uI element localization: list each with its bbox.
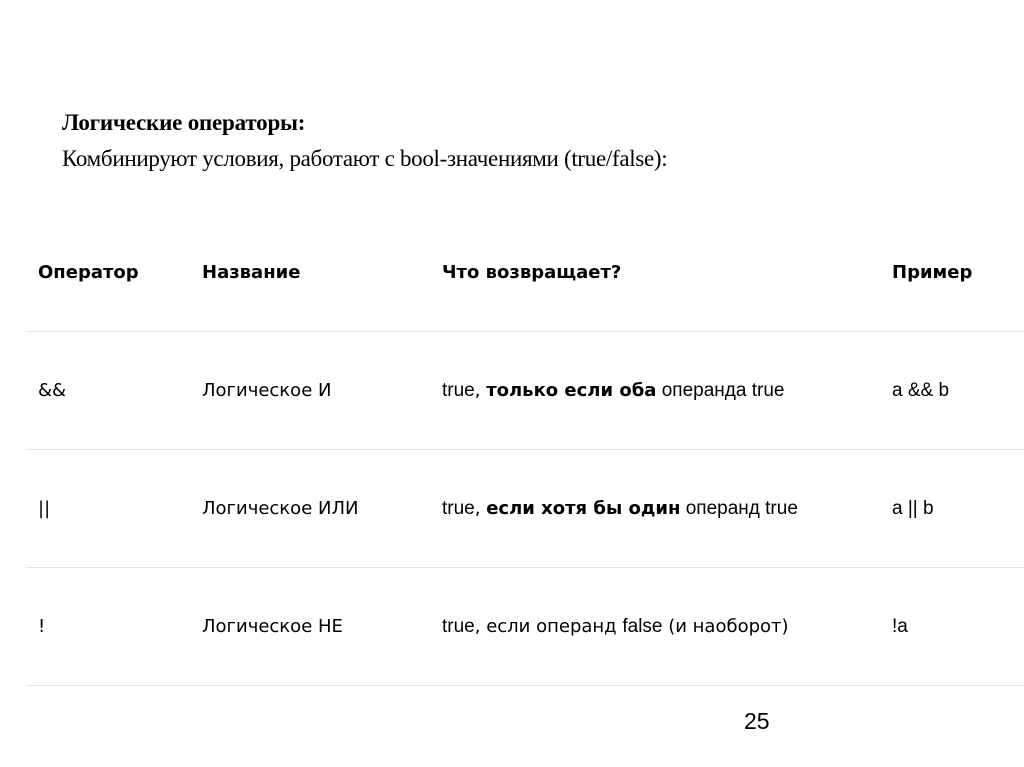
returns-value: true <box>442 380 475 401</box>
returns-suffix: (и наоборот) <box>662 616 789 637</box>
slide-heading: Логические операторы: <box>62 110 306 135</box>
table-row <box>26 568 1024 686</box>
returns-comma: , <box>474 380 487 401</box>
returns-suffix: операнда true <box>656 380 785 401</box>
returns-comma: , <box>474 616 487 637</box>
returns-cell <box>442 379 784 403</box>
returns-comma: , <box>474 498 487 519</box>
example-cell: a && b <box>892 380 950 401</box>
returns-emphasis: только если оба <box>486 380 657 401</box>
operator-cell: && <box>38 380 67 401</box>
returns-cell <box>442 497 798 521</box>
returns-cell <box>442 615 789 639</box>
returns-false-value: false <box>622 616 663 637</box>
operator-cell: || <box>38 498 51 519</box>
returns-text: если операнд <box>486 616 623 637</box>
header-example: Пример <box>892 262 973 283</box>
table-header-row <box>26 214 1024 332</box>
returns-emphasis: если хотя бы один <box>486 498 681 519</box>
returns-suffix: операнд true <box>680 498 798 519</box>
slide-subheading: Комбинируют условия, работают с bool-значениями (true/false): <box>62 146 668 171</box>
name-cell: Логическое НЕ <box>202 616 343 637</box>
example-cell: !a <box>892 616 908 637</box>
operator-cell: ! <box>38 616 46 637</box>
header-operator: Оператор <box>38 262 139 283</box>
table-row <box>26 450 1024 568</box>
returns-value: true <box>442 498 475 519</box>
page-number: 25 <box>744 708 770 734</box>
table-row <box>26 332 1024 450</box>
name-cell: Логическое И <box>202 380 332 401</box>
name-cell: Логическое ИЛИ <box>202 498 359 519</box>
header-returns: Что возвращает? <box>442 262 622 283</box>
operators-table <box>26 214 1024 686</box>
returns-value: true <box>442 616 475 637</box>
example-cell: a || b <box>892 498 934 519</box>
header-name: Название <box>202 262 301 283</box>
